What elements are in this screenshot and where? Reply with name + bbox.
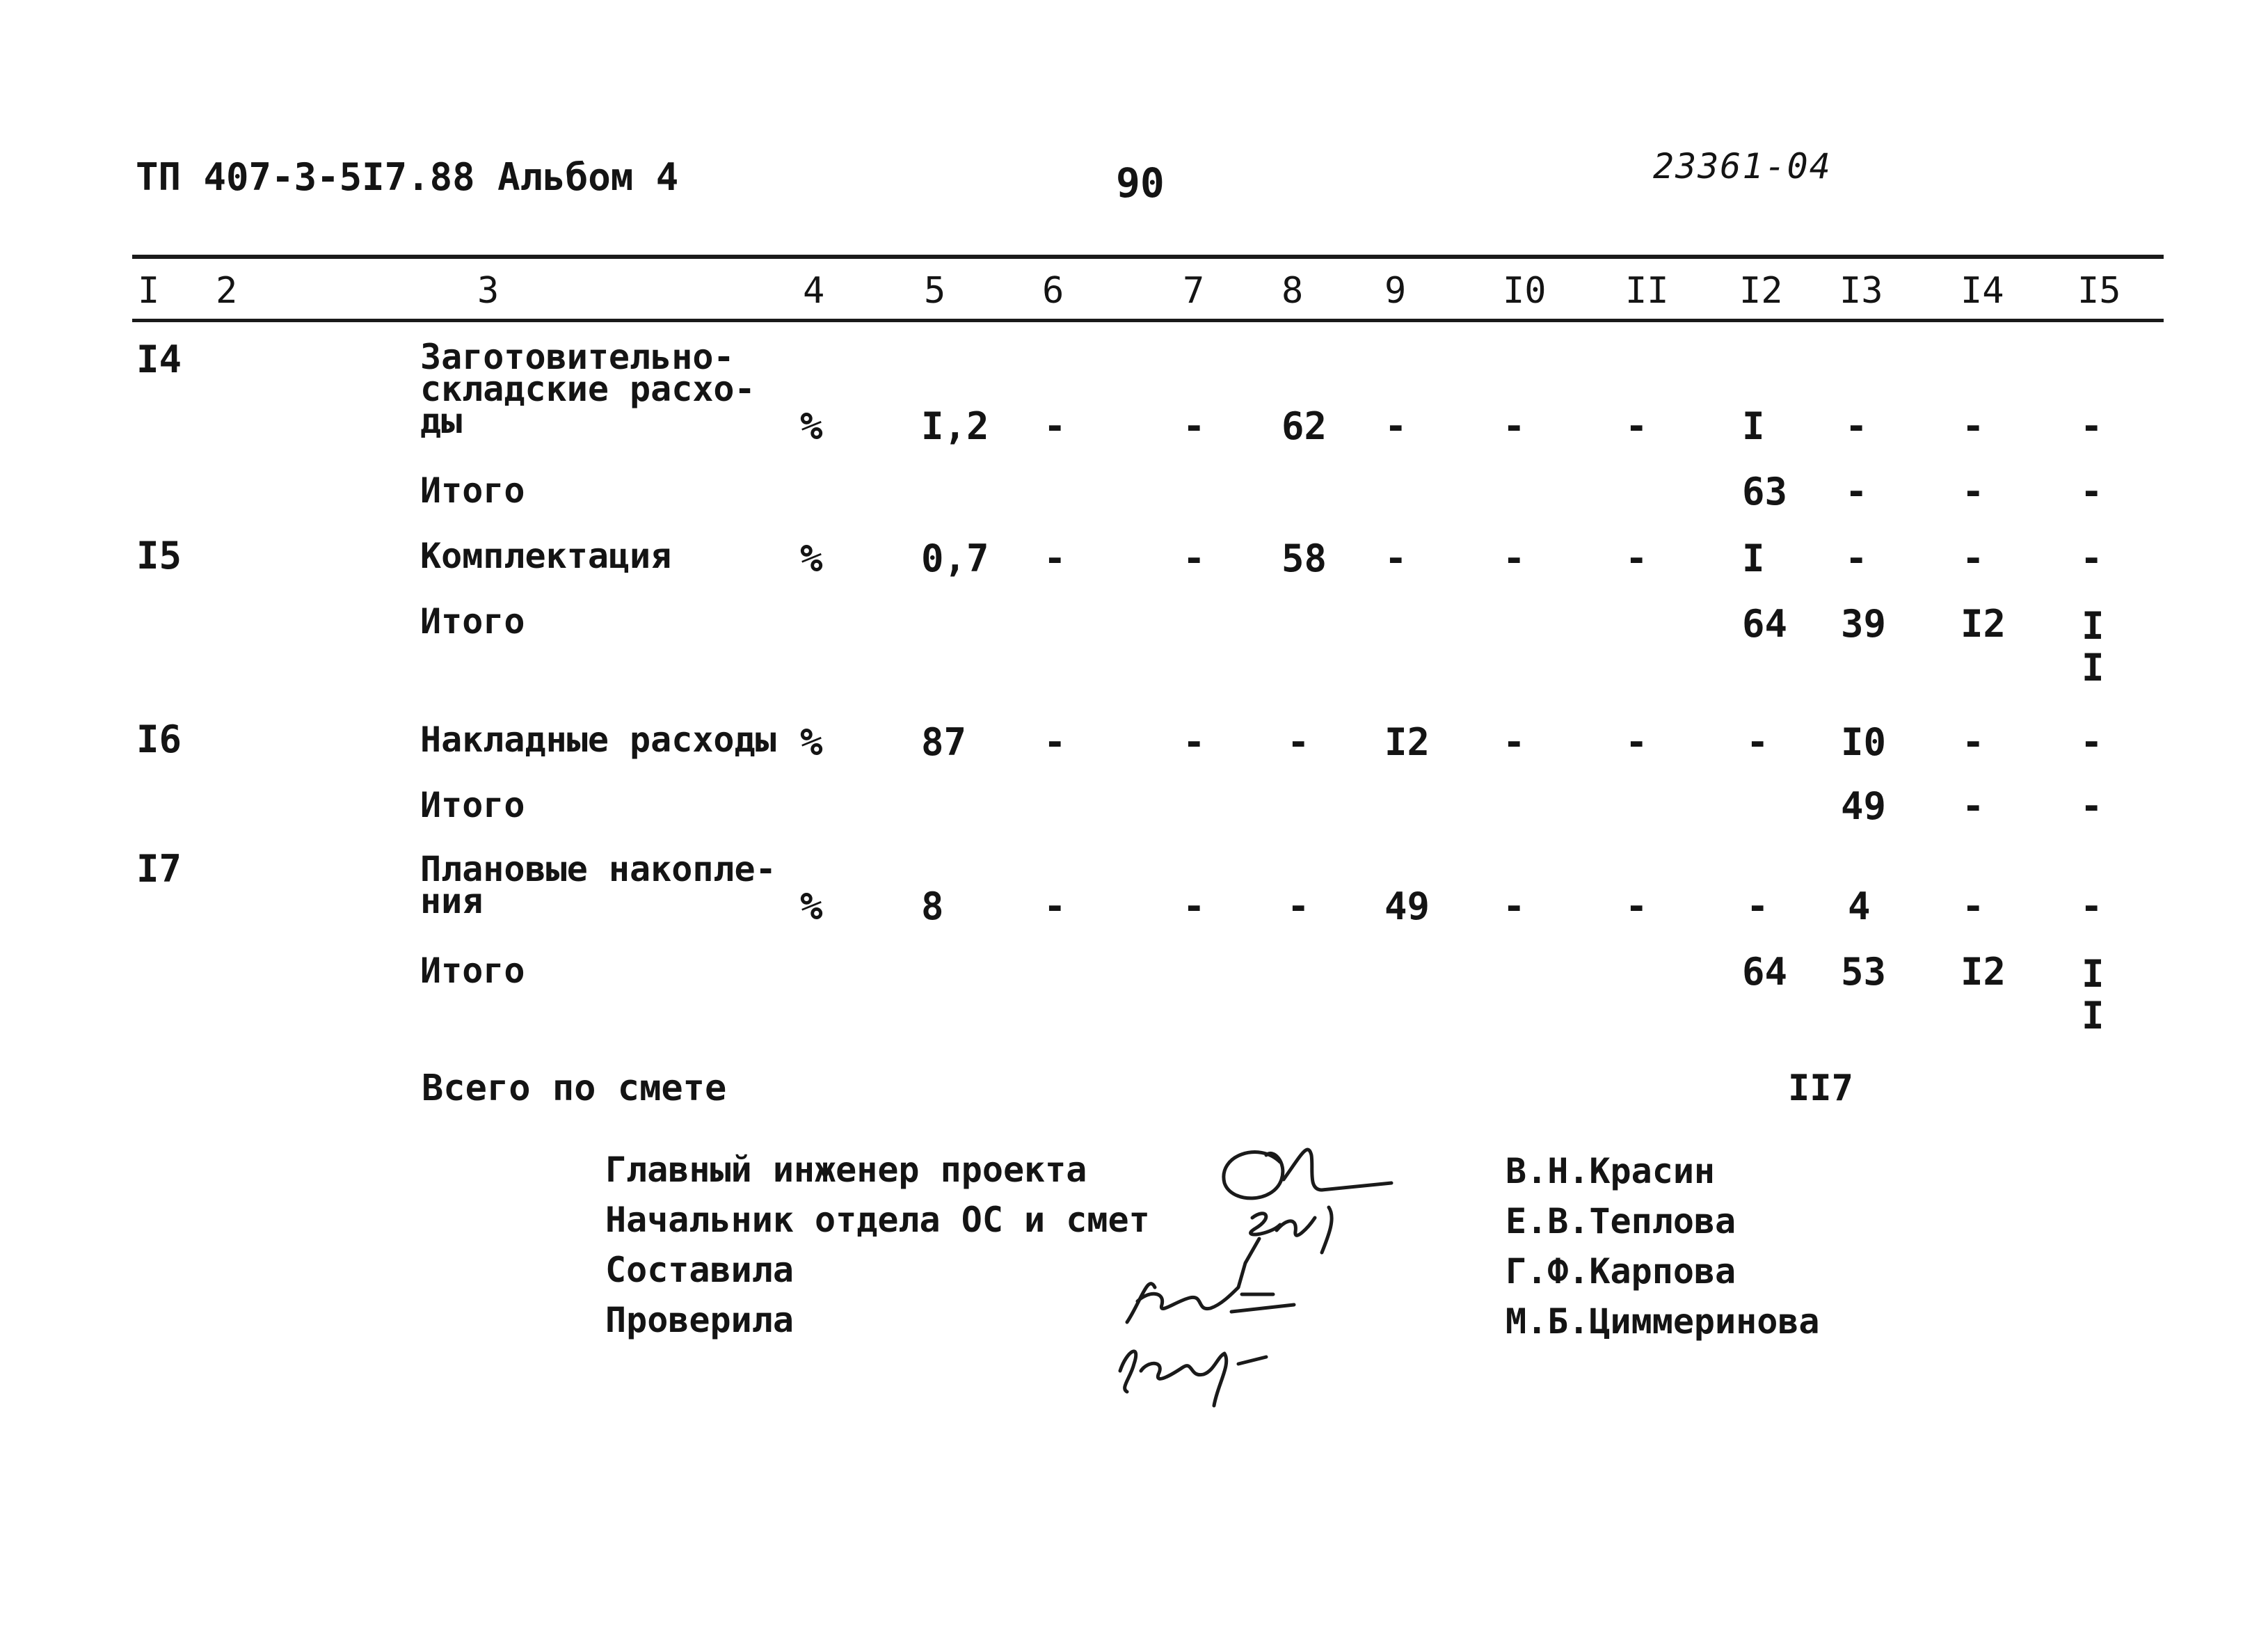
row-unit: % — [800, 720, 823, 764]
cell-c15: - — [2080, 404, 2103, 448]
col-1: I — [138, 270, 160, 312]
cell-c14: - — [1962, 537, 1985, 580]
table-top-rule — [132, 255, 2164, 259]
cell-c9: - — [1384, 537, 1407, 580]
cell-c11: - — [1625, 537, 1648, 580]
col-10: I0 — [1503, 270, 1547, 312]
col-11: II — [1625, 270, 1669, 312]
cell-c13: 53 — [1841, 950, 1887, 994]
row-unit: % — [800, 404, 823, 448]
cell-c11: - — [1625, 884, 1648, 928]
row-number: I5 — [136, 534, 182, 578]
cell-c12: 64 — [1742, 602, 1788, 646]
col-9: 9 — [1384, 270, 1407, 312]
archive-number: 23361-04 — [1653, 146, 1832, 186]
row-number: I4 — [136, 337, 182, 381]
cell-c15: - — [2080, 784, 2103, 828]
cell-c15: - — [2080, 470, 2103, 514]
cell-c14: I2 — [1960, 950, 2006, 994]
cell-c14: - — [1962, 404, 1985, 448]
cell-c5: 87 — [921, 720, 967, 764]
row-name: Итого — [420, 951, 525, 991]
row-number: I6 — [136, 717, 182, 761]
cell-c9: - — [1384, 404, 1407, 448]
row-number: I7 — [136, 847, 182, 891]
cell-c10: - — [1503, 884, 1526, 928]
cell-c8: 58 — [1281, 537, 1327, 580]
row-name: Итого — [420, 601, 525, 642]
col-8: 8 — [1281, 270, 1304, 312]
cell-c12: - — [1746, 720, 1769, 764]
cell-c9: 49 — [1384, 884, 1430, 928]
cell-c12: I — [1742, 537, 1765, 580]
cell-c15: I I — [2082, 604, 2105, 690]
cell-c11: - — [1625, 404, 1648, 448]
document-code: ТП 407-3-5І7.88 Альбом 4 — [136, 155, 679, 199]
cell-c7: - — [1183, 884, 1206, 928]
name-chief-engineer: В.Н.Красин — [1506, 1151, 1716, 1191]
cell-c13: 39 — [1841, 602, 1887, 646]
col-4: 4 — [803, 270, 825, 312]
row-name: Итого — [420, 785, 525, 825]
col-14: I4 — [1960, 270, 2004, 312]
cell-c10: - — [1503, 720, 1526, 764]
col-7: 7 — [1183, 270, 1205, 312]
cell-c12: I — [1742, 404, 1765, 448]
cell-c7: - — [1183, 404, 1206, 448]
cell-c13: I0 — [1841, 720, 1887, 764]
role-compiled-by: Составила — [605, 1250, 794, 1290]
table-header-rule — [132, 319, 2164, 322]
grand-total-value: II7 — [1788, 1067, 1853, 1109]
role-chief-engineer: Главный инженер проекта — [605, 1150, 1087, 1190]
cell-c10: - — [1503, 404, 1526, 448]
name-department-head: Е.В.Теплова — [1506, 1201, 1736, 1241]
row-unit: % — [800, 537, 823, 580]
name-checked-by: М.Б.Циммеринова — [1506, 1301, 1820, 1342]
row-name: Заготовительно- складские расхо- ды — [420, 337, 756, 441]
cell-c6: - — [1044, 884, 1067, 928]
row-unit: % — [800, 884, 823, 928]
row-name: Плановые накопле- ния — [420, 849, 776, 921]
col-6: 6 — [1042, 270, 1064, 312]
cell-c15: - — [2080, 537, 2103, 580]
handwritten-signatures — [1099, 1113, 1433, 1420]
cell-c7: - — [1183, 720, 1206, 764]
cell-c5: I,2 — [921, 404, 989, 448]
cell-c9: I2 — [1384, 720, 1430, 764]
cell-c14: - — [1962, 470, 1985, 514]
cell-c11: - — [1625, 720, 1648, 764]
cell-c12: 64 — [1742, 950, 1788, 994]
cell-c13: 4 — [1848, 884, 1871, 928]
row-name: Итого — [420, 470, 525, 511]
cell-c14: - — [1962, 720, 1985, 764]
cell-c10: - — [1503, 537, 1526, 580]
cell-c12: - — [1746, 884, 1769, 928]
cell-c8: - — [1287, 720, 1310, 764]
cell-c12: 63 — [1742, 470, 1788, 514]
row-name: Комплектация — [420, 536, 672, 576]
cell-c8: 62 — [1281, 404, 1327, 448]
cell-c15: - — [2080, 884, 2103, 928]
role-checked-by: Проверила — [605, 1300, 794, 1340]
cell-c7: - — [1183, 537, 1206, 580]
col-2: 2 — [216, 270, 238, 312]
cell-c13: - — [1845, 537, 1868, 580]
cell-c14: - — [1962, 784, 1985, 828]
cell-c15: - — [2080, 720, 2103, 764]
cell-c14: - — [1962, 884, 1985, 928]
cell-c6: - — [1044, 720, 1067, 764]
cell-c13: 49 — [1841, 784, 1887, 828]
col-5: 5 — [924, 270, 946, 312]
cell-c13: - — [1845, 404, 1868, 448]
cell-c15: I I — [2082, 952, 2105, 1038]
name-compiled-by: Г.Ф.Карпова — [1506, 1251, 1736, 1292]
grand-total-label: Всего по смете — [422, 1067, 727, 1109]
row-name: Накладные расходы — [420, 720, 776, 760]
cell-c6: - — [1044, 537, 1067, 580]
cell-c14: I2 — [1960, 602, 2006, 646]
col-13: I3 — [1839, 270, 1883, 312]
role-department-head: Начальник отдела ОС и смет — [605, 1200, 1150, 1240]
page-number: 90 — [1116, 159, 1165, 207]
col-12: I2 — [1739, 270, 1783, 312]
col-3: 3 — [477, 270, 500, 312]
cell-c6: - — [1044, 404, 1067, 448]
cell-c5: 0,7 — [921, 537, 989, 580]
cell-c8: - — [1287, 884, 1310, 928]
cell-c5: 8 — [921, 884, 944, 928]
cell-c13: - — [1845, 470, 1868, 514]
col-15: I5 — [2077, 270, 2121, 312]
